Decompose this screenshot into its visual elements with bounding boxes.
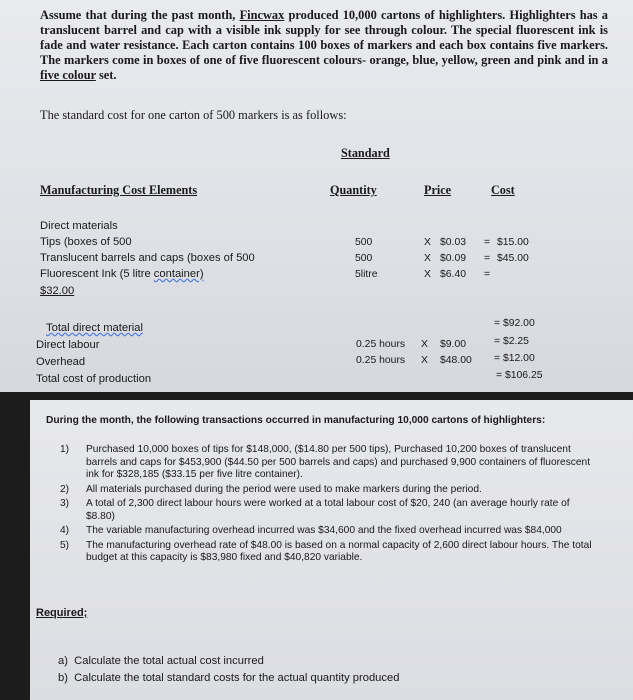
- col-elements-heading: Manufacturing Cost Elements: [40, 183, 198, 197]
- transaction-item-2: [60, 484, 600, 497]
- extra-amount: $32.00: [40, 285, 75, 297]
- intro-text-a: Assume that during the past month,: [40, 8, 240, 22]
- direct-labour-price: $9.00: [440, 339, 467, 350]
- row-tips-cost: $15.00: [497, 237, 529, 248]
- transaction-num: 4): [60, 525, 70, 536]
- transaction-item-3: [60, 498, 600, 523]
- row-tips-eq: =: [484, 237, 491, 248]
- overhead-cost: = $12.00: [494, 353, 535, 364]
- transaction-num: 1): [60, 444, 70, 455]
- transaction-num: 2): [60, 483, 70, 495]
- question-letter: b): [58, 672, 68, 684]
- transaction-item-4: [60, 525, 600, 538]
- five-colour-text: five colour: [40, 68, 96, 82]
- transaction-num: 3): [60, 498, 70, 509]
- row-barrels-price: $0.09: [440, 253, 467, 264]
- question-text: Calculate the total actual cost incurred: [74, 655, 264, 667]
- direct-labour-label: Direct labour: [36, 339, 100, 351]
- direct-labour-qty: 0.25 hours: [356, 339, 406, 350]
- total-dm-cost: = $92.00: [494, 318, 535, 329]
- question-a: [58, 655, 264, 667]
- standard-heading: Standard: [341, 146, 390, 160]
- row-tips-label: Tips (boxes of 500: [40, 236, 132, 248]
- row-barrels-cost: $45.00: [497, 253, 529, 264]
- row-barrels-x: X: [424, 253, 431, 264]
- overhead-x: X: [421, 355, 428, 366]
- col-price-heading: Price: [424, 183, 452, 197]
- overhead-label: Overhead: [36, 356, 86, 368]
- col-cost-heading: Cost: [491, 183, 515, 197]
- row-barrels-qty: 500: [355, 253, 373, 264]
- direct-materials-label: Direct materials: [40, 220, 118, 232]
- company-name: Fincwax: [239, 8, 285, 22]
- row-ink-eq: =: [484, 269, 491, 280]
- row-barrels-eq: =: [484, 253, 491, 264]
- row-ink-price: $6.40: [440, 269, 467, 280]
- transaction-text: A total of 2,300 direct labour hours were worked at a total labour cost of $20, 240 (an average hourly rate of $8.80): [86, 498, 570, 522]
- transactions-list: [60, 444, 600, 567]
- total-cost-label: Total cost of production: [36, 373, 152, 385]
- transaction-num: 5): [60, 539, 70, 551]
- row-ink-x: X: [424, 269, 431, 280]
- direct-labour-x: X: [421, 339, 428, 350]
- question-letter: a): [58, 655, 68, 667]
- row-barrels-label: Translucent barrels and caps (boxes of 500: [40, 252, 255, 264]
- col-quantity-heading: Quantity: [330, 183, 377, 197]
- transaction-item-5: [60, 540, 600, 565]
- row-ink-label: [40, 268, 204, 280]
- required-heading: Required;: [36, 607, 88, 619]
- overhead-qty: 0.25 hours: [356, 355, 406, 366]
- question-b: [58, 672, 399, 684]
- transactions-lead: During the month, the following transactions occurred in manufacturing 10,000 cartons of highlighters:: [46, 415, 546, 426]
- row-ink-label-b: container): [153, 268, 204, 280]
- row-ink-label-a: Fluorescent Ink (5 litre: [40, 268, 154, 280]
- row-ink-qty: 5litre: [355, 269, 378, 280]
- transaction-text: The manufacturing overhead rate of $48.00 is based on a normal capacity of 2,600 direct labour hours. The total budget at this capacity is $83,980 fixed and $40,820 variable.: [86, 539, 592, 563]
- total-cost-value: = $106.25: [496, 370, 543, 381]
- standard-cost-line: The standard cost for one carton of 500 markers is as follows:: [40, 108, 347, 122]
- direct-labour-cost: = $2.25: [494, 336, 529, 347]
- transaction-text: Purchased 10,000 boxes of tips for $148,000, ($14.80 per 500 tips), Purchased 10,200 boxes of translucent barrels and caps for $453,900 ($44.50 per 500 barrels and caps) and purchased 9,900 containers of fluorescent ink for $328,185 ($33.15 per five litre container).: [86, 444, 591, 480]
- total-dm-label: [46, 322, 143, 334]
- row-tips-x: X: [424, 237, 431, 248]
- intro-text-b: produced 10,000 cartons of highlighters. Highlighters has a translucent barrel and cap with a visible ink supply for see through colour. The special fluorescent ink is fade and water resistance. Each carton contains 100 boxes of markers and each box contains five markers. The markers come in boxes of one of five fluorescent colours- orange, blue, yellow, green and pink and in a: [40, 8, 608, 67]
- overhead-price: $48.00: [440, 355, 472, 366]
- total-dm-label-text: Total direct material: [46, 322, 143, 334]
- transaction-text: The variable manufacturing overhead incurred was $34,600 and the fixed overhead incurred was $84,000: [86, 525, 562, 536]
- transaction-item-1: [60, 444, 600, 482]
- transaction-text: All materials purchased during the period were used to make markers during the period.: [86, 483, 482, 495]
- question-text: Calculate the total standard costs for the actual quantity produced: [74, 672, 400, 684]
- intro-text-c: set.: [95, 68, 117, 82]
- intro-paragraph: [40, 8, 608, 83]
- row-tips-price: $0.03: [440, 237, 467, 248]
- row-tips-qty: 500: [355, 237, 373, 248]
